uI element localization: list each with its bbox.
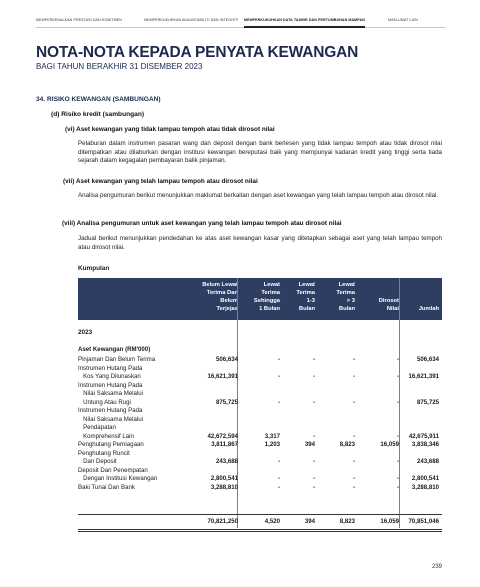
group-label-text: Aset Kewangan (RM'000): [78, 346, 151, 353]
total-bottom-rule: [78, 529, 442, 530]
cell-belum-lewat: 3,288,810: [210, 483, 238, 491]
section-heading: 34. RISIKO KEWANGAN (SAMBUNGAN): [36, 96, 161, 103]
cell-dirosot-nilai: 16,059: [380, 441, 399, 448]
page-title: NOTA-NOTA KEPADA PENYATA KEWANGAN: [36, 44, 359, 61]
col-header-1-3-bulan: Lewat Terima 1-3 Bulan: [296, 282, 315, 312]
row-label: Instrumen Hutang Pada: [78, 407, 143, 414]
table-header: [78, 278, 442, 320]
table-row: [78, 382, 442, 408]
cell-1-3-bulan: -: [312, 398, 315, 406]
row-label: Deposit Dan Penempatan: [78, 466, 148, 474]
cell-1-3-bulan: -: [312, 432, 315, 440]
cell-sehingga-1-bulan: -: [277, 373, 280, 380]
cell-sehingga-1-bulan: -: [277, 475, 280, 482]
item-viii-text: Jadual berikut menunjukkan pendedahan ke atas aset kewangan kasar yang ditetapkan sebagai aset yang telah lampau tempoh atau dirosot nilai.: [78, 235, 442, 251]
table-year: 2023: [78, 329, 93, 336]
kumpulan-label: Kumpulan: [78, 265, 110, 272]
table-row: [78, 441, 442, 450]
table-row: [78, 356, 442, 365]
total-dirosot-nilai: 16,059: [380, 518, 399, 525]
table-row: [78, 365, 442, 382]
col-header-belum-lewat: Belum Lewat Terima Dan Belum Terjejas: [202, 282, 238, 312]
total-jumlah: 70,851,046: [408, 518, 439, 525]
cell-sehingga-1-bulan: 3,317: [264, 432, 280, 440]
nav-item-akauntabiliti[interactable]: MEMPERKUKUHKAN AKAUNTABILITI DAN INTEGRITI: [144, 18, 239, 22]
total-double-rule: [78, 531, 442, 532]
cell-belum-lewat: 42,672,594: [207, 432, 238, 440]
row-label: Instrumen Hutang Pada: [78, 364, 143, 372]
item-viii-heading: (viii) Analisa pengumuran untuk aset kewangan yang telah lampau tempoh atau dirosot nilai: [62, 220, 342, 227]
cell-belum-lewat: 16,621,391: [207, 373, 238, 380]
table-row: [78, 407, 442, 441]
cell-1-3-bulan: -: [312, 356, 315, 363]
cell-dirosot-nilai: -: [396, 458, 399, 465]
item-vii-heading: (vii) Aset kewangan yang telah lampau tempoh atau dirosot nilai: [63, 178, 258, 185]
row-label: Dan Deposit: [78, 458, 117, 465]
row-label: Kos Yang Dilunaskan: [78, 373, 141, 380]
page-number: 239: [431, 564, 442, 570]
cell-lebih-3-bulan: -: [352, 373, 355, 380]
nav-item-tadbir-active[interactable]: MEMPERKUKUHKAN DATA TADBIR DAN PERTUMBUHAN MAMPAN: [244, 18, 365, 22]
cell-1-3-bulan: -: [312, 483, 315, 491]
total-1-3-bulan: 394: [304, 518, 315, 525]
cell-dirosot-nilai: -: [396, 373, 399, 380]
row-label: Dengan Institusi Kewangan: [78, 475, 158, 482]
cell-dirosot-nilai: -: [396, 432, 399, 440]
cell-1-3-bulan: -: [312, 373, 315, 380]
table-row: [78, 467, 442, 484]
row-label: Instrumen Hutang Pada: [78, 381, 143, 389]
cell-jumlah: 243,688: [416, 458, 439, 465]
total-belum-lewat: 70,821,250: [207, 518, 238, 525]
cell-sehingga-1-bulan: -: [277, 398, 280, 406]
item-vi-text: Pelaburan dalam instrumen pasaran wang dan deposit dengan bank berlesen yang tidak lampau tempoh atau tidak dirosot nilai ditempatkan atau dilaburkan dengan institusi kewangan bereputasi baik yang mempunyai kadaran kredit yang tinggi serta tiada sejarah dalam kegagalan pembayaran balik pinjaman.: [78, 140, 442, 165]
col-header-jumlah: Jumlah: [418, 306, 439, 312]
nav-item-prestasi[interactable]: MEMPERKENALKAN PRESTASI DAN KOMITMEN: [36, 18, 123, 22]
col-header-dirosot-nilai: Dirosot Nilai: [378, 298, 399, 312]
cell-lebih-3-bulan: 8,823: [339, 441, 355, 448]
cell-belum-lewat: 243,688: [215, 458, 238, 465]
cell-lebih-3-bulan: -: [352, 475, 355, 482]
col-header-sehingga-1-bulan: Lewat Terima Sehingga 1 Bulan: [253, 282, 280, 312]
row-label: Untung Atau Rugi: [78, 398, 131, 406]
cell-belum-lewat: 2,800,541: [210, 475, 238, 482]
cell-sehingga-1-bulan: -: [277, 356, 280, 363]
cell-lebih-3-bulan: -: [352, 356, 355, 363]
col-header-lebih-3-bulan: Lewat Terima > 3 Bulan: [336, 282, 355, 312]
item-vii-text: Analisa pengumuran berikut menunjukkan maklumat berkaitan dengan aset kewangan yang telah lampau tempoh atau dirosot nilai.: [78, 192, 439, 199]
cell-belum-lewat: 506,634: [215, 356, 238, 363]
item-vi-heading: (vi) Aset kewangan yang tidak lampau tempoh atau tidak dirosot nilai: [65, 126, 275, 133]
row-label: Baki Tunai Dan Bank: [78, 483, 135, 491]
cell-1-3-bulan: -: [312, 475, 315, 482]
cell-dirosot-nilai: -: [396, 475, 399, 482]
cell-1-3-bulan: 394: [304, 441, 315, 448]
total-top-rule: [78, 514, 442, 515]
row-label: Pendapatan: [78, 424, 116, 431]
table-total-row: [78, 518, 442, 527]
row-label: Penghutang Runcit: [78, 449, 130, 457]
cell-dirosot-nilai: -: [396, 483, 399, 491]
cell-jumlah: 42,675,911: [408, 432, 439, 440]
nav-item-maklumat-lain[interactable]: MAKLUMAT LAIN: [388, 18, 418, 22]
cell-belum-lewat: 3,811,867: [211, 441, 238, 448]
row-label: Pinjaman Dan Belum Terima: [78, 356, 156, 363]
cell-lebih-3-bulan: -: [352, 432, 355, 440]
cell-sehingga-1-bulan: -: [277, 458, 280, 465]
cell-jumlah: 2,800,541: [411, 475, 439, 482]
cell-belum-lewat: 875,725: [215, 398, 238, 406]
row-label: Nilai Saksama Melalui: [78, 415, 144, 423]
row-label: Penghutang Perniagaan: [78, 441, 144, 448]
cell-lebih-3-bulan: -: [352, 398, 355, 406]
cell-jumlah: 506,634: [416, 356, 439, 363]
cell-jumlah: 16,621,391: [408, 373, 439, 380]
cell-1-3-bulan: -: [312, 458, 315, 465]
table-row: [78, 484, 442, 493]
cell-dirosot-nilai: -: [396, 398, 399, 406]
table-row: [78, 450, 442, 467]
top-navigation: [36, 14, 446, 28]
total-sehingga-1-bulan: 4,520: [264, 518, 280, 525]
cell-sehingga-1-bulan: -: [277, 483, 280, 491]
cell-jumlah: 875,725: [416, 398, 439, 406]
total-lebih-3-bulan: 8,823: [339, 518, 355, 525]
table-group-label: [78, 346, 442, 355]
row-label: Nilai Saksama Melalui: [78, 390, 144, 397]
row-label: Komprehensif Lain: [78, 432, 134, 440]
cell-sehingga-1-bulan: 1,203: [264, 441, 280, 448]
page-subtitle: BAGI TAHUN BERAKHIR 31 DISEMBER 2023: [36, 62, 203, 71]
cell-dirosot-nilai: -: [396, 356, 399, 363]
cell-lebih-3-bulan: -: [352, 483, 355, 491]
subsection-heading: (d) Risiko kredit (sambungan): [51, 111, 145, 118]
cell-jumlah: 3,288,810: [411, 483, 439, 491]
cell-lebih-3-bulan: -: [352, 458, 355, 465]
cell-jumlah: 3,838,346: [411, 441, 439, 448]
